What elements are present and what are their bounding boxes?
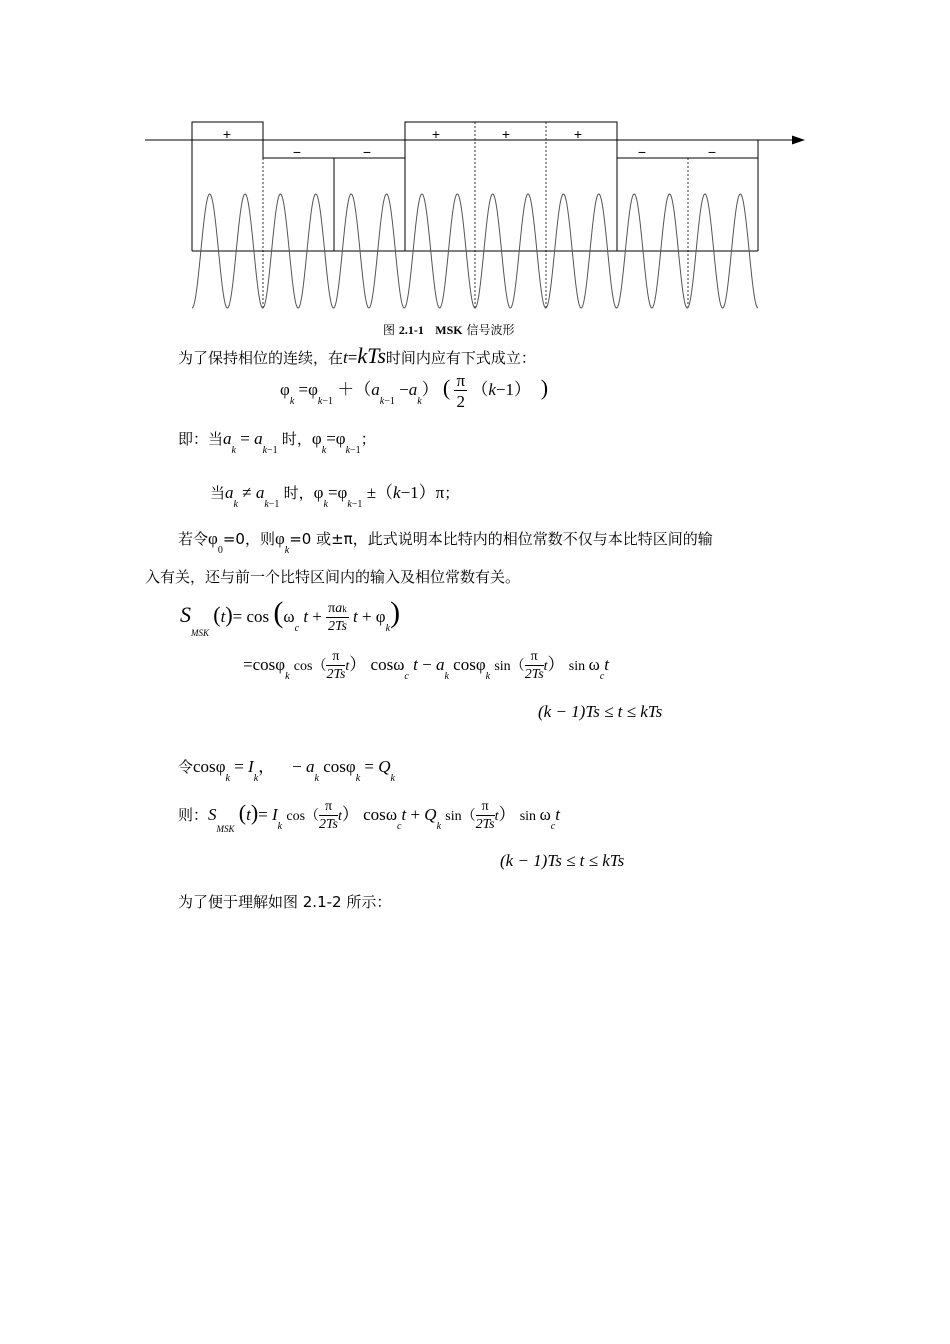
bit-sign-7: − bbox=[637, 144, 647, 160]
equation-case-equal: 即：当$a_k = a_{k-1}$ 时，$\varphi_k=\varphi_{k-1}$； bbox=[178, 429, 376, 456]
equation-iq-def: 令$\cos\varphi_k = I_k$， − $a_k$ $\cos\varphi_k = Q_k$ bbox=[178, 757, 395, 784]
equation-phase-recursion: $\varphi_k =\varphi_{k-1} +(a_{k-1} -a_k)$ ( $\frac{\pi}{2}$ （k−1） ) bbox=[280, 371, 549, 411]
paragraph-phase-constant-cont: 入有关，还与前一个比特区间内的输入及相位常数有关。 bbox=[145, 568, 521, 586]
bit-sign-4: + bbox=[431, 126, 441, 142]
equation-case-unequal: 当$a_k \ne a_{k-1}$ 时，$\varphi_k=\varphi_{k-1} \pm(k-1)\pi$； bbox=[210, 483, 460, 510]
paragraph-see-figure: 为了便于理解如图 2.1-2 所示： bbox=[178, 893, 392, 911]
bit-sign-8: − bbox=[707, 144, 717, 160]
paragraph-phase-continuity: 为了保持相位的连续，在t=kTs时间内应有下式成立： bbox=[178, 343, 536, 368]
bit-sign-2: − bbox=[292, 144, 302, 160]
figure-caption: 图 2.1-1 MSK 信号波形 bbox=[383, 323, 515, 337]
bit-sign-5: + bbox=[501, 126, 511, 142]
bit-separators bbox=[263, 122, 688, 310]
equation-range-2: (k − 1)Ts ≤ t ≤ kTs bbox=[500, 851, 625, 870]
bit-sign-3: − bbox=[362, 144, 372, 160]
equation-smsk-def: $S_{MSK}$ $(t)= \cos (\omega_c$ t + $\frac{\text{πak}}{2Ts}$ $t + \varphi_k$) bbox=[180, 596, 401, 638]
axis-arrow-icon bbox=[792, 136, 805, 145]
equation-smsk-expansion: =cosφ$_k$ cos（ $\frac{\pi}{2Ts}$ t） cosω$_c$ $t - a_k$ cosφ$_k$ sin（ $\frac{\pi}{2Ts}$ t） $\sin \omega_ct$ bbox=[243, 649, 610, 683]
paragraph-phase-constant: 若令$\varphi_0=0$，则$\varphi_k=0$ 或±π，此式说明本比特内的相位常数不仅与本比特区间的输 bbox=[178, 529, 713, 556]
bit-sign-1: + bbox=[222, 126, 232, 142]
equation-smsk-iq: 则：$S_{MSK}$ $(t)= I_k$ cos（ $\frac{\pi}{2Ts}$ t） $\cos\omega_ct + Q_k$ sin（ $\frac{\pi}{2Ts}$ t） $\sin \omega_ct$ bbox=[178, 799, 560, 834]
bit-sign-6: + bbox=[573, 126, 583, 142]
equation-range-1: (k − 1)Ts ≤ t ≤ kTs bbox=[538, 702, 663, 721]
msk-waveform-figure bbox=[0, 0, 950, 330]
